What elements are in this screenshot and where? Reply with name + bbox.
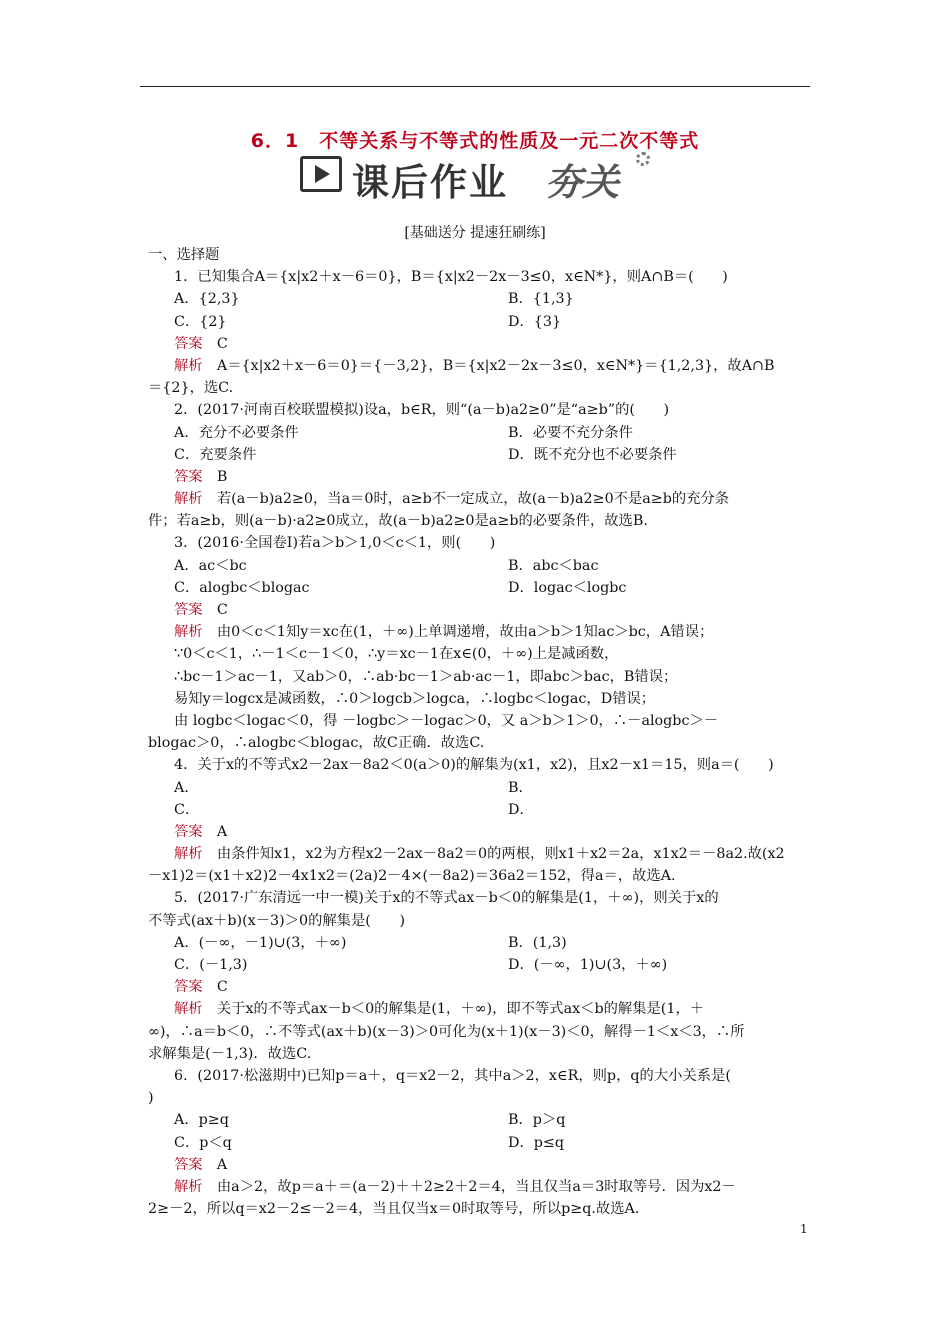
explanation-line — [148, 621, 810, 643]
explanation-line: ∞)，∴a＝b＜0，∴不等式(ax＋b)(x－3)＞0可化为(x＋1)(x－3)＜0，解得－1＜x＜3，∴所 — [148, 1023, 745, 1040]
option-c: C．alogbc＜blogac — [174, 579, 310, 596]
option-c: C．充要条件 — [174, 446, 257, 463]
option-c: C．(－1,3) — [174, 957, 248, 973]
explanation-line: 易知y＝logcx是减函数，∴0＞logcb＞logca，∴logbc＜logac，D错误； — [174, 690, 656, 707]
option-a: A．充分不必要条件 — [174, 424, 299, 441]
answer-line — [148, 1154, 810, 1176]
answer-value: A — [216, 823, 228, 840]
question-stem: 2．(2017·河南百校联盟模拟)设a，b∈R，则“(a－b)a2≥0”是“a≥b”的( ) — [174, 402, 670, 419]
answer-label: 答案 — [174, 823, 203, 840]
question-stem: 5．(2017·广东清远一中一模)关于x的不等式ax－b＜0的解集是(1，＋∞)，则关于x的 — [174, 890, 719, 907]
explanation-label: 解析 — [174, 491, 203, 508]
option-c: C． — [174, 801, 200, 818]
option-a: A． — [174, 779, 199, 796]
explanation-line: ∵0＜c＜1，∴－1＜c－1＜0，∴y＝xc－1在x∈(0，＋∞)上是减函数， — [174, 646, 619, 663]
options-row — [148, 1109, 810, 1131]
option-b: B．(1,3) — [508, 934, 567, 951]
option-b: B．abc＜bac — [508, 557, 599, 574]
gear-icon — [636, 152, 650, 166]
explanation-line: 件；若a≥b，则(a－b)·a2≥0成立，故(a－b)a2≥0是a≥b的必要条件，故选B. — [148, 513, 648, 530]
answer-value: B — [216, 468, 228, 485]
header-rule — [140, 86, 810, 87]
explanation-label: 解析 — [174, 624, 203, 641]
section-subhead: [基础送分 提速狂刷练] — [404, 225, 546, 241]
question-stem: 1．已知集合A＝{x|x2＋x－6＝0}，B＝{x|x2－2x－3≤0，x∈N*}，则A∩B＝( ) — [174, 269, 728, 286]
option-b: B．必要不充分条件 — [508, 424, 633, 441]
options-row — [148, 311, 810, 333]
option-a: A．p≥q — [174, 1112, 229, 1129]
explanation-line — [148, 998, 810, 1020]
question-list — [148, 244, 810, 1220]
option-a: A．(－∞，－1)∪(3，＋∞) — [174, 934, 347, 951]
options-row — [148, 1132, 810, 1154]
answer-value: C — [216, 979, 228, 996]
options-row — [148, 555, 810, 577]
explanation-text: A＝{x|x2＋x－6＝0}＝{－3,2}，B＝{x|x2－2x－3≤0，x∈N*}＝{1,2,3}，故A∩B — [216, 357, 775, 374]
explanation-line: 由 logbc＜logac＜0，得 －logbc＞－logac＞0，又 a＞b＞1＞0，∴－alogbc＞－ — [174, 712, 719, 729]
option-d: D．既不充分也不必要条件 — [508, 446, 677, 463]
options-row — [148, 954, 810, 976]
options-row — [148, 932, 810, 954]
question-stem: 6．(2017·松滋期中)已知p＝a＋，q＝x2－2，其中a＞2，x∈R，则p，q的大小关系是( — [174, 1067, 731, 1084]
play-icon — [300, 156, 342, 192]
explanation-line: －x1)2＝(x1＋x2)2－4x1x2＝(2a)2－4×(－8a2)＝36a2＝152，得a＝，故选A. — [148, 868, 676, 885]
option-d: D． — [508, 801, 534, 818]
explanation-line — [148, 1176, 810, 1198]
explanation-line: 2≥－2，所以q＝x2－2≤－2＝4，当且仅当x＝0时取等号，所以p≥q.故选A. — [148, 1201, 640, 1218]
explanation-line: ∴bc－1＞ac－1，又ab＞0，∴ab·bc－1＞ab·ac－1，即abc＞bac，B错误； — [174, 668, 678, 685]
homework-banner — [300, 152, 655, 204]
answer-line — [148, 821, 810, 843]
options-row — [148, 577, 810, 599]
option-b: B．{1,3} — [508, 291, 574, 308]
option-d: D．{3} — [508, 313, 562, 330]
question-stem: ) — [148, 1090, 154, 1107]
answer-label: 答案 — [174, 602, 203, 618]
options-row — [148, 777, 810, 799]
section-heading: 一、选择题 — [148, 247, 220, 263]
explanation-label: 解析 — [174, 357, 203, 374]
option-d: D．logac＜logbc — [508, 579, 627, 596]
option-b: B．p＞q — [508, 1112, 566, 1129]
answer-label: 答案 — [174, 979, 203, 996]
option-b: B． — [508, 779, 533, 796]
explanation-label: 解析 — [174, 1178, 203, 1195]
question-stem: 3．(2016·全国卷Ⅰ)若a＞b＞1,0＜c＜1，则( ) — [174, 535, 496, 552]
option-c: C．{2} — [174, 313, 227, 330]
answer-value: A — [216, 1156, 228, 1173]
banner-logo — [545, 152, 650, 204]
explanation-text: 由条件知x1，x2为方程x2－2ax－8a2＝0的两根，则x1＋x2＝2a，x1x2＝－8a2.故(x2 — [216, 846, 785, 863]
options-row — [148, 799, 810, 821]
explanation-line: 求解集是(－1,3)．故选C. — [148, 1045, 312, 1062]
explanation-text: 由0＜c＜1知y＝xc在(1，＋∞)上单调递增，故由a＞b＞1知ac＞bc，A错误； — [216, 624, 714, 641]
explanation-line: ＝{2}，选C. — [148, 380, 234, 397]
answer-line — [148, 976, 810, 998]
options-row — [148, 444, 810, 466]
explanation-line: blogac＞0，∴alogbc＜blogac，故C正确．故选C. — [148, 735, 485, 752]
explanation-line — [148, 843, 810, 865]
answer-label: 答案 — [174, 1156, 203, 1173]
page-number: 1 — [800, 1222, 808, 1236]
option-d: D．(－∞，1)∪(3，＋∞) — [508, 957, 668, 973]
answer-label: 答案 — [174, 335, 203, 352]
page-title: 6．1 不等关系与不等式的性质及一元二次不等式 — [250, 130, 700, 152]
answer-line — [148, 466, 810, 488]
option-a: A．ac＜bc — [174, 557, 247, 574]
banner-text: 课后作业 — [352, 161, 508, 204]
explanation-text: 由a＞2，故p＝a＋＝(a－2)＋＋2≥2＋2＝4，当且仅当a＝3时取等号．因为x2－ — [216, 1178, 736, 1195]
explanation-line — [148, 355, 810, 377]
question-stem: 不等式(ax＋b)(x－3)＞0的解集是( ) — [148, 912, 406, 929]
answer-line — [148, 599, 810, 621]
explanation-line — [148, 488, 810, 510]
option-c: C．p＜q — [174, 1134, 232, 1151]
question-stem: 4．关于x的不等式x2－2ax－8a2＜0(a＞0)的解集为(x1，x2)，且x2－x1＝15，则a＝( ) — [174, 757, 774, 774]
answer-line — [148, 333, 810, 355]
option-a: A．{2,3} — [174, 291, 240, 308]
explanation-text: 关于x的不等式ax－b＜0的解集是(1，＋∞)，即不等式ax＜b的解集是(1，＋ — [216, 1001, 705, 1018]
answer-label: 答案 — [174, 468, 203, 485]
logo-text: 夯关 — [545, 161, 619, 204]
option-d: D．p≤q — [508, 1134, 565, 1151]
explanation-label: 解析 — [174, 1001, 203, 1018]
answer-value: C — [216, 602, 228, 618]
options-row — [148, 288, 810, 310]
explanation-label: 解析 — [174, 846, 203, 863]
answer-value: C — [216, 335, 228, 352]
explanation-text: 若(a－b)a2≥0，当a＝0时，a≥b不一定成立，故(a－b)a2≥0不是a≥b的充分条 — [216, 491, 730, 508]
options-row — [148, 422, 810, 444]
